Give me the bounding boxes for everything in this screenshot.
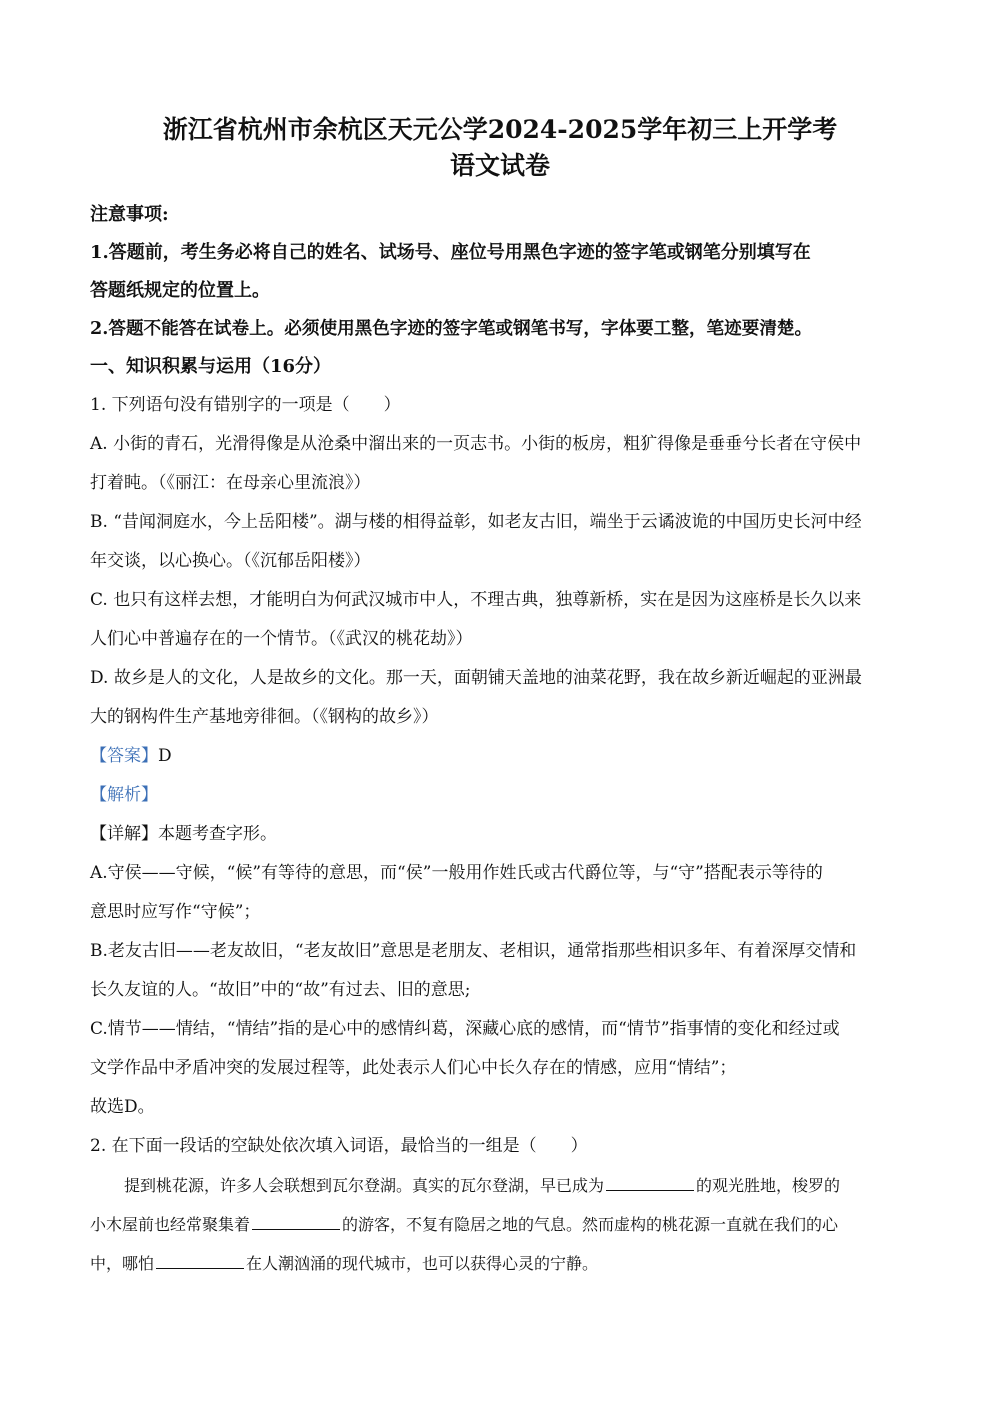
passage-3-text-a: 中，哪怕 xyxy=(90,1254,155,1273)
section-1-heading: 一、知识积累与运用（16分） xyxy=(90,356,332,377)
analysis-tag: 【解析】 xyxy=(90,785,158,805)
passage-2-text-a: 小木屋前也经常聚集着 xyxy=(90,1215,251,1234)
fill-blank-1 xyxy=(606,1189,694,1191)
question-1-stem: 1. 下列语句没有错别字的一项是（ ） xyxy=(90,395,401,415)
explanation-b-line-2: 长久友谊的人。“故旧”中的“故”有过去、旧的意思; xyxy=(90,980,471,1000)
fill-blank-2 xyxy=(252,1228,340,1230)
notice-item-2: 2.答题不能答在试卷上。必须使用黑色字迹的签字笔或钢笔书写，字体要工整，笔迹要清楚。 xyxy=(90,318,813,339)
explanation-c-line-2: 文学作品中矛盾冲突的发展过程等，此处表示人们心中长久存在的情感，应用“情结”； xyxy=(90,1058,737,1078)
question-1-option-c-line-1: C. 也只有这样去想，才能明白为何武汉城市中人，不理古典，独尊新桥，实在是因为这座桥是长久以来 xyxy=(90,590,862,610)
page-subtitle: 语文试卷 xyxy=(449,151,550,180)
passage-1-text-b: 的观光胜地，梭罗的 xyxy=(696,1176,841,1195)
passage-1-text-a: 提到桃花源，许多人会联想到瓦尔登湖。真实的瓦尔登湖，早已成为 xyxy=(124,1176,605,1195)
question-1-option-d-line-2: 大的钢构件生产基地旁徘徊。（《钢构的故乡》） xyxy=(90,707,439,727)
question-2-passage-line-1 xyxy=(90,1166,910,1205)
page-title: 浙江省杭州市余杭区天元公学2024-2025学年初三上开学考 xyxy=(162,115,838,144)
question-1-option-b-line-1: B. “昔闻洞庭水，今上岳阳楼”。湖与楼的相得益彰，如老友古旧，端坐于云谲波诡的中国历史长河中经 xyxy=(90,512,862,532)
explanation-a-line-2: 意思时应写作“守候”； xyxy=(90,902,261,922)
notice-heading: 注意事项: xyxy=(90,204,169,225)
question-1-option-d-line-1: D. 故乡是人的文化，人是故乡的文化。那一天，面朝铺天盖地的油菜花野，我在故乡新近崛起的亚洲最 xyxy=(90,668,862,688)
detail-line: 【详解】本题考查字形。 xyxy=(90,824,277,844)
question-2-passage-line-3 xyxy=(90,1244,910,1283)
passage-2-text-b: 的游客，不复有隐居之地的气息。然而虚构的桃花源一直就在我们的心 xyxy=(342,1215,839,1234)
question-1-option-b-line-2: 年交谈，以心换心。（《沉郁岳阳楼》） xyxy=(90,551,371,571)
question-1-option-c-line-2: 人们心中普遍存在的一个情节。（《武汉的桃花劫》） xyxy=(90,629,473,649)
passage-3-text-b: 在人潮汹涌的现代城市，也可以获得心灵的宁静。 xyxy=(246,1254,599,1273)
explanation-a-line-1: A.守侯——守候，“候”有等待的意思，而“侯”一般用作姓氏或古代爵位等，与“守”搭配表示等待的 xyxy=(90,863,823,883)
notice-item-1-line-1: 1.答题前，考生务必将自己的姓名、试场号、座位号用黑色字迹的签字笔或钢笔分别填写在 xyxy=(90,242,811,263)
conclusion-line: 故选D。 xyxy=(90,1097,155,1117)
explanation-c-line-1: C.情节——情结，“情结”指的是心中的感情纠葛，深藏心底的感情，而“情节”指事情的变化和经过或 xyxy=(90,1019,840,1039)
notice-item-1-line-2: 答题纸规定的位置上。 xyxy=(90,280,270,301)
question-1-option-a-line-1: A. 小街的青石，光滑得像是从沧桑中溜出来的一页志书。小街的板房，粗犷得像是垂垂兮长者在守侯中 xyxy=(90,434,862,454)
answer-line xyxy=(90,737,910,776)
fill-blank-3 xyxy=(156,1267,244,1269)
question-1-option-a-line-2: 打着盹。（《丽江：在母亲心里流浪》） xyxy=(90,473,371,493)
question-2-passage-line-2 xyxy=(90,1205,910,1244)
question-2-stem: 2. 在下面一段话的空缺处依次填入词语，最恰当的一组是（ ） xyxy=(90,1136,588,1156)
explanation-b-line-1: B.老友古旧——老友故旧，“老友故旧”意思是老朋友、老相识，通常指那些相识多年、有着深厚交情和 xyxy=(90,941,857,961)
analysis-line xyxy=(90,776,910,815)
answer-tag: 【答案】 xyxy=(90,746,158,766)
answer-value: D xyxy=(158,746,172,766)
